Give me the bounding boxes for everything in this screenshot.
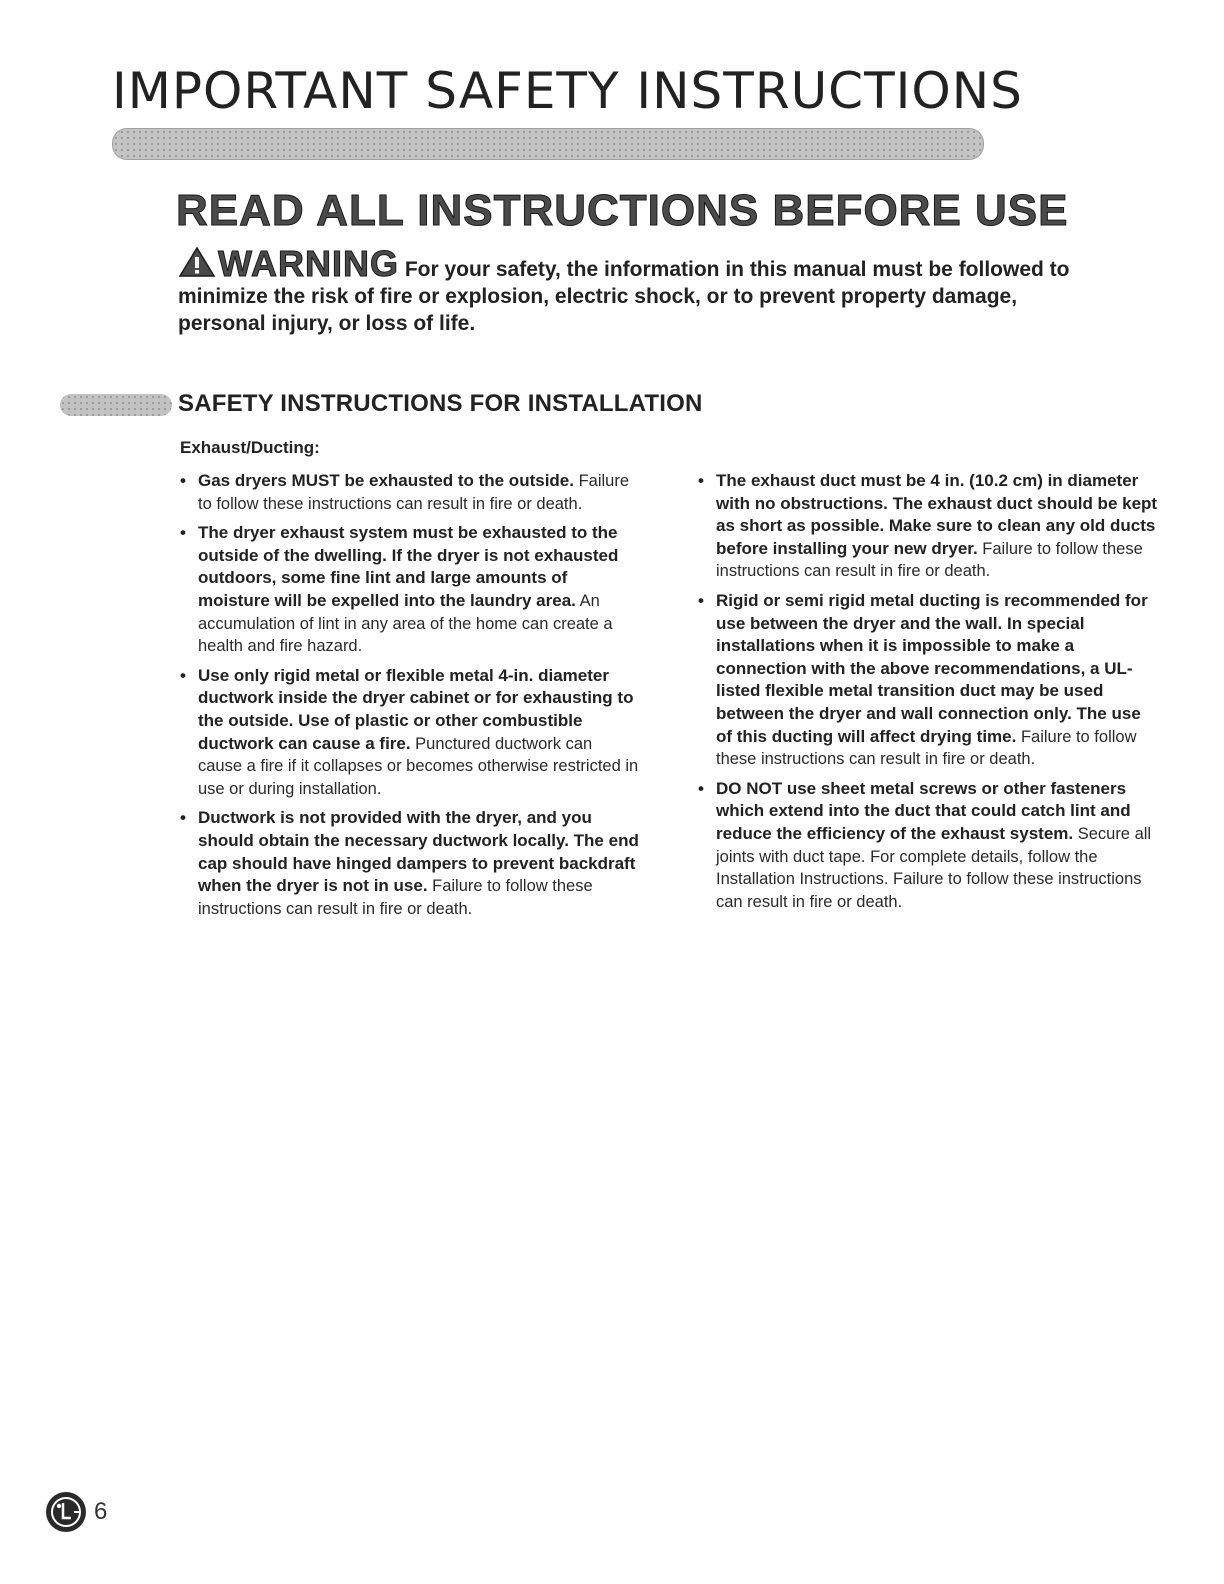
list-item bbox=[180, 665, 640, 801]
subheading: Exhaust/Ducting: bbox=[180, 438, 320, 457]
bullet-bold-text: Use only rigid metal or flexible metal 4-in. diameter ductwork inside the dryer cabinet or for exhausting to the outside. Use of plastic or other combustible ductwork can cause a fire. bbox=[198, 665, 634, 753]
bullet-bold-text: Ductwork is not provided with the dryer, and you should obtain the necessary ductwork locally. The end cap should have hinged dampers to prevent backdraft when the dryer is not in use. bbox=[198, 808, 639, 896]
list-item bbox=[180, 807, 640, 920]
list-item bbox=[180, 470, 640, 515]
warning-label: WARNING bbox=[218, 243, 399, 284]
warning-text: For your safety, the information in this manual must be followed to minimize the risk of fire or explosion, electric shock, or to prevent property damage, personal injury, or loss of life. bbox=[178, 258, 1070, 335]
bullet-bold-text: Gas dryers MUST be exhausted to the outside. bbox=[198, 471, 574, 490]
list-item bbox=[698, 778, 1158, 914]
list-item bbox=[698, 470, 1158, 583]
bullet-icon: • bbox=[180, 808, 186, 828]
warning-block bbox=[178, 243, 1078, 337]
lg-logo-icon bbox=[44, 1490, 88, 1534]
list-item bbox=[698, 590, 1158, 771]
left-column bbox=[180, 470, 640, 927]
bullet-icon: • bbox=[698, 778, 704, 798]
header-decorative-bar bbox=[112, 128, 984, 160]
bullet-icon: • bbox=[180, 471, 186, 490]
bullet-icon: • bbox=[698, 590, 704, 610]
bullet-normal-text: Failure to follow these instructions can result in fire or death. bbox=[716, 539, 1143, 581]
page-footer bbox=[44, 1490, 107, 1534]
right-column bbox=[698, 470, 1158, 920]
bullet-icon: • bbox=[698, 471, 704, 490]
bullet-normal-text: Failure to follow these instructions can result in fire or death. bbox=[198, 472, 630, 513]
bullet-bold-text: DO NOT use sheet metal screws or other fasteners which extend into the duct that could catch lint and reduce the efficiency of the exhaust system. bbox=[716, 778, 1131, 843]
bullet-normal-text: An accumulation of lint in any area of the home can create a health and fire hazard. bbox=[198, 591, 613, 656]
bullet-icon: • bbox=[180, 665, 186, 685]
page-title: IMPORTANT SAFETY INSTRUCTIONS bbox=[112, 62, 1023, 120]
bullet-bold-text: The dryer exhaust system must be exhausted to the outside of the dwelling. If the dryer is not exhausted outdoors, some fine lint and large amounts of moisture will be expelled into the laundry area. bbox=[198, 523, 619, 610]
page-number: 6 bbox=[94, 1498, 108, 1525]
bullet-normal-text: Punctured ductwork can cause a fire if it collapses or becomes otherwise restricted in use or during installation. bbox=[198, 734, 639, 798]
section-title: SAFETY INSTRUCTIONS FOR INSTALLATION bbox=[178, 390, 703, 417]
section-decorative-pill bbox=[60, 394, 172, 416]
bullet-bold-text: The exhaust duct must be 4 in. (10.2 cm) in diameter with no obstructions. The exhaust duct should be kept as short as possible. Make sure to clean any old ducts before installing your new dryer. bbox=[716, 471, 1158, 558]
bullet-normal-text: Failure to follow these instructions can result in fire or death. bbox=[198, 877, 593, 918]
warning-triangle-icon bbox=[178, 246, 216, 278]
bullet-normal-text: Failure to follow these instructions can result in fire or death. bbox=[716, 727, 1137, 769]
bullet-bold-text: Rigid or semi rigid metal ducting is recommended for use between the dryer and the wall. In special installations when it is impossible to make a connection with the above recommendations, a UL-listed flexible metal transition duct may be used between the dryer and wall connection only. The use of this ducting will affect drying time. bbox=[716, 590, 1148, 746]
bullet-icon: • bbox=[180, 523, 186, 543]
list-item bbox=[180, 522, 640, 658]
read-all-heading: READ ALL INSTRUCTIONS BEFORE USE bbox=[176, 186, 1069, 235]
bullet-normal-text: Secure all joints with duct tape. For complete details, follow the Installation Instructions. Failure to follow these instructions can result in fire or death. bbox=[716, 824, 1152, 911]
